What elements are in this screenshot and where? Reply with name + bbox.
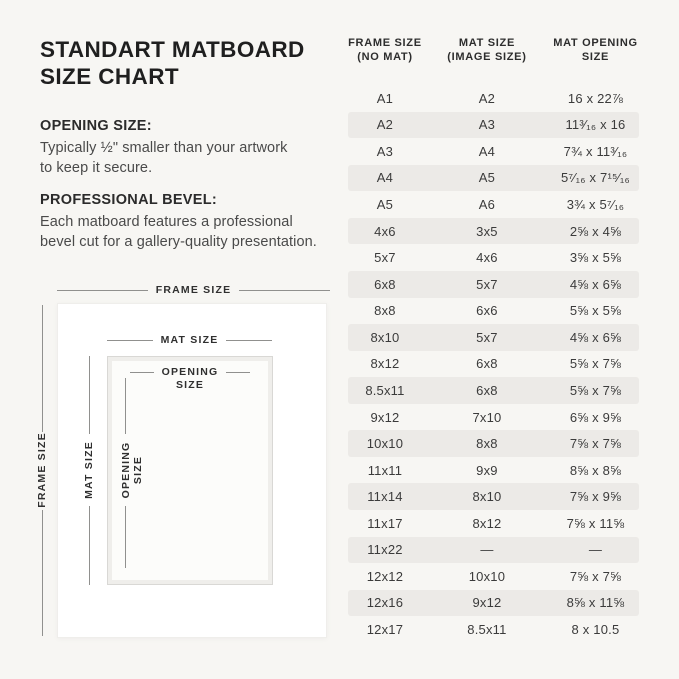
- table-cell: 5⁷⁄₁₆ x 7¹⁵⁄₁₆: [560, 170, 630, 186]
- table-cell: 16 x 22⅞: [567, 90, 624, 106]
- column-header-line1: MAT OPENING: [553, 37, 638, 49]
- table-cell: A3: [376, 143, 394, 159]
- table-cell: 10x10: [468, 568, 506, 584]
- label-rule-left: [57, 290, 148, 291]
- table-cell: 8⅝ x 11⅝: [566, 595, 625, 611]
- table-cell: 2⅝ x 4⅝: [569, 223, 622, 239]
- section-professional-bevel: [40, 192, 345, 252]
- table-cell: 3⅝ x 5⅝: [569, 250, 622, 266]
- table-cell: 8.5x11: [365, 382, 405, 398]
- table-row: [348, 404, 639, 431]
- table-cell: 6x8: [374, 276, 396, 292]
- table-cell: 7⅝ x 7⅝: [569, 568, 622, 584]
- table-cell: —: [588, 542, 603, 558]
- frame-size-top-label-text: FRAME SIZE: [155, 284, 232, 296]
- opening-size-vrule-bottom: [125, 506, 126, 568]
- column-header-frame-size: [348, 36, 422, 64]
- table-cell: 3¾ x 5⁷⁄₁₆: [566, 197, 625, 213]
- opening-size-vertical-line1: OPENING: [120, 441, 132, 499]
- table-row: [348, 244, 639, 271]
- table-cell: A2: [478, 90, 496, 106]
- section-heading: PROFESSIONAL BEVEL:: [40, 192, 218, 208]
- page-title: [40, 36, 350, 90]
- table-cell: 12x17: [366, 622, 404, 638]
- table-cell: 7⅝ x 7⅝: [569, 436, 622, 452]
- size-table-body: [348, 85, 639, 643]
- table-cell: 8x12: [472, 515, 502, 531]
- table-cell: 8⅝ x 8⅝: [569, 462, 622, 478]
- table-cell: 6x6: [476, 303, 498, 319]
- column-header-mat-size: [422, 36, 552, 64]
- table-cell: 8x8: [374, 303, 396, 319]
- table-cell: 10x10: [366, 436, 404, 452]
- opening-size-top-label-line1: OPENING: [161, 366, 219, 378]
- table-cell: 5⅝ x 5⅝: [569, 303, 622, 319]
- table-cell: A4: [376, 170, 394, 186]
- mat-size-vrule-bottom: [89, 506, 90, 585]
- table-cell: 4x6: [374, 223, 396, 239]
- size-table-header: [348, 36, 639, 64]
- table-cell: 6⅝ x 9⅝: [569, 409, 622, 425]
- table-row: [348, 616, 639, 643]
- mat-size-vrule-top: [89, 356, 90, 434]
- table-cell: 8 x 10.5: [571, 622, 620, 638]
- table-cell: 11³⁄₁₆ x 16: [565, 117, 626, 133]
- column-header-line1: FRAME SIZE: [348, 37, 422, 49]
- table-cell: 7⅝ x 11⅝: [566, 515, 625, 531]
- table-cell: 5x7: [476, 276, 498, 292]
- table-cell: 7⅝ x 9⅝: [569, 489, 622, 505]
- table-cell: 6x8: [476, 382, 498, 398]
- opening-size-top-label-text: [162, 366, 219, 392]
- table-cell: 7¾ x 11³⁄₁₆: [563, 143, 628, 159]
- frame-size-top-label: [57, 284, 330, 296]
- label-rule-left: [130, 372, 154, 373]
- table-row: [348, 112, 639, 139]
- table-cell: A2: [376, 117, 394, 133]
- table-cell: 5x7: [374, 250, 396, 266]
- table-row: [348, 298, 639, 325]
- table-row: [348, 537, 639, 564]
- page-title-line1: STANDART MATBOARD: [40, 37, 305, 62]
- table-cell: 8x10: [370, 329, 400, 345]
- label-rule-right: [226, 340, 272, 341]
- table-cell: A5: [376, 197, 394, 213]
- table-row: [348, 563, 639, 590]
- table-row: [348, 218, 639, 245]
- page-title-line2: SIZE CHART: [40, 64, 179, 89]
- table-cell: 5⅝ x 7⅝: [569, 382, 622, 398]
- column-header-mat-opening: [552, 36, 639, 64]
- table-row: [348, 85, 639, 112]
- table-cell: 9x12: [472, 595, 502, 611]
- frame-size-vrule-top: [42, 305, 43, 432]
- column-header-line2: SIZE: [581, 51, 610, 63]
- table-cell: A6: [478, 197, 496, 213]
- table-row: [348, 590, 639, 617]
- table-row: [348, 324, 639, 351]
- table-cell: 6x8: [476, 356, 498, 372]
- mat-size-top-label: [107, 334, 272, 346]
- table-row: [348, 165, 639, 192]
- table-cell: 9x9: [476, 462, 498, 478]
- table-cell: 3x5: [476, 223, 498, 239]
- frame-size-vertical-label: FRAME SIZE: [36, 432, 48, 508]
- table-cell: —: [480, 542, 494, 558]
- table-cell: 11x11: [367, 462, 403, 478]
- table-cell: A3: [478, 117, 496, 133]
- table-cell: 11x14: [367, 489, 403, 505]
- table-row: [348, 351, 639, 378]
- table-cell: A5: [478, 170, 496, 186]
- table-row: [348, 483, 639, 510]
- table-cell: 4⅝ x 6⅝: [569, 329, 622, 345]
- table-cell: 11x22: [367, 542, 403, 558]
- table-cell: 11x17: [367, 515, 403, 531]
- table-cell: 5x7: [476, 329, 498, 345]
- table-cell: 9x12: [370, 409, 400, 425]
- column-header-line2: (IMAGE SIZE): [447, 51, 527, 63]
- opening-size-vertical-label: [120, 442, 144, 499]
- mat-size-vertical-label: MAT SIZE: [83, 441, 95, 499]
- table-cell: 8.5x11: [467, 622, 507, 638]
- label-rule-right: [239, 290, 330, 291]
- opening-size-vertical-line2: SIZE: [132, 455, 144, 485]
- table-row: [348, 191, 639, 218]
- column-header-line1: MAT SIZE: [458, 37, 515, 49]
- opening-size-top-label-line2: SIZE: [175, 379, 205, 391]
- table-row: [348, 377, 639, 404]
- table-cell: 8x8: [476, 436, 498, 452]
- table-row: [348, 138, 639, 165]
- table-cell: 12x12: [366, 568, 404, 584]
- section-body-line: to keep it secure.: [40, 159, 153, 176]
- label-rule-right: [226, 372, 250, 373]
- opening-size-top-label: [130, 366, 250, 392]
- table-cell: 8x12: [370, 356, 400, 372]
- table-cell: A1: [376, 90, 394, 106]
- table-cell: 5⅝ x 7⅝: [569, 356, 622, 372]
- table-cell: 8x10: [472, 489, 502, 505]
- column-header-line2: (NO MAT): [357, 51, 413, 63]
- table-cell: 12x16: [366, 595, 404, 611]
- table-row: [348, 510, 639, 537]
- section-opening-size: [40, 118, 345, 178]
- table-cell: A4: [478, 143, 496, 159]
- table-cell: 4⅝ x 6⅝: [569, 276, 622, 292]
- table-cell: 7x10: [472, 409, 502, 425]
- table-row: [348, 271, 639, 298]
- section-body-line: bevel cut for a gallery-quality presentation.: [40, 233, 317, 250]
- table-row: [348, 430, 639, 457]
- section-body-line: Each matboard features a professional: [40, 214, 293, 230]
- table-row: [348, 457, 639, 484]
- section-body-line: Typically ½" smaller than your artwork: [40, 140, 288, 156]
- label-rule-left: [107, 340, 153, 341]
- table-cell: 4x6: [476, 250, 498, 266]
- section-heading: OPENING SIZE:: [40, 118, 152, 134]
- frame-size-vrule-bottom: [42, 510, 43, 636]
- opening-size-vrule-top: [125, 378, 126, 434]
- mat-size-top-label-text: MAT SIZE: [160, 334, 219, 346]
